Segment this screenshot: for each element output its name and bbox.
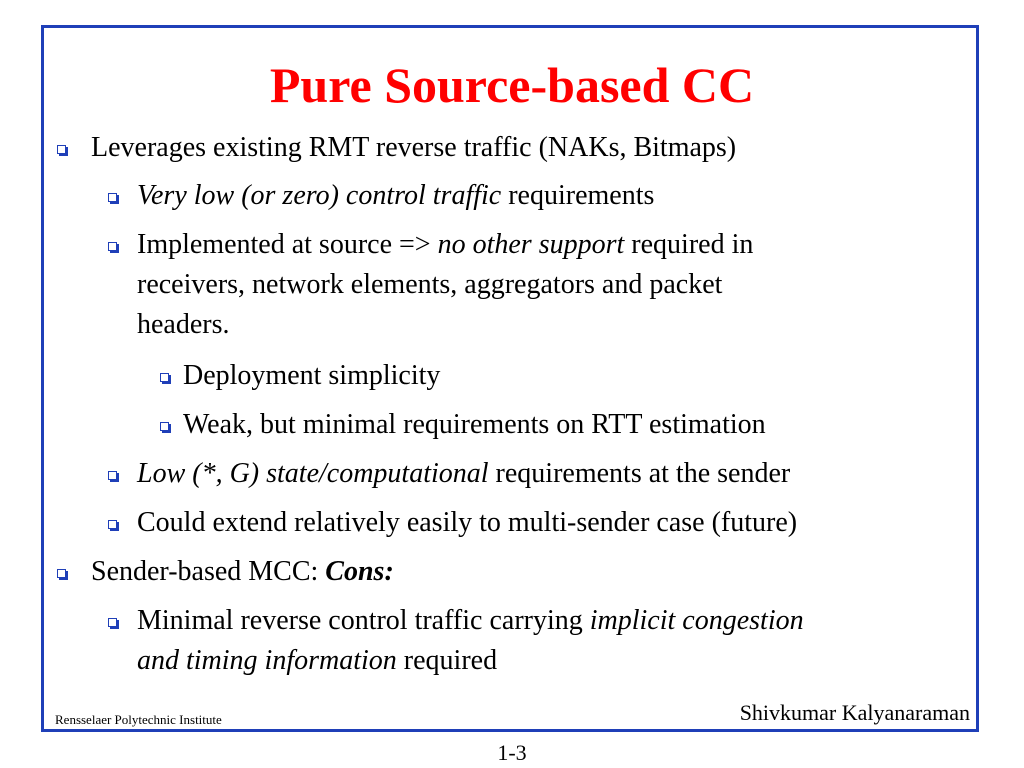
bullet-text: requirements at the sender bbox=[488, 458, 791, 489]
bullet-implemented-at-source-line3 bbox=[137, 305, 230, 345]
hollow-square-bullet-icon bbox=[108, 618, 117, 627]
bullet-implemented-at-source bbox=[137, 225, 753, 265]
hollow-square-bullet-icon bbox=[108, 193, 117, 202]
bullet-text: Implemented at source => bbox=[137, 229, 438, 260]
bullet-text: headers. bbox=[137, 309, 230, 340]
bullet-text-italic: no other support bbox=[437, 229, 625, 260]
bullet-text: Deployment simplicity bbox=[183, 360, 441, 391]
hollow-square-bullet-icon bbox=[160, 373, 169, 382]
hollow-square-bullet-icon bbox=[57, 145, 66, 154]
bullet-low-state-requirements bbox=[137, 454, 790, 494]
bullet-text: Could extend relatively easily to multi-sender case (future) bbox=[137, 507, 798, 538]
bullet-text-italic: Very low (or zero) control traffic bbox=[137, 180, 502, 211]
bullet-text: Sender-based MCC: bbox=[91, 556, 326, 587]
bullet-minimal-reverse-traffic bbox=[137, 601, 804, 641]
page-number: 1-3 bbox=[497, 740, 527, 765]
bullet-text: Leverages existing RMT reverse traffic (NAKs, Bitmaps) bbox=[91, 132, 737, 163]
bullet-text: required in bbox=[624, 229, 754, 260]
bullet-low-control-traffic bbox=[137, 176, 654, 216]
hollow-square-bullet-icon bbox=[108, 471, 117, 480]
bullet-rtt-estimation bbox=[183, 405, 766, 445]
hollow-square-bullet-icon bbox=[108, 242, 117, 251]
bullet-text: required bbox=[396, 645, 498, 676]
footer-institute: Rensselaer Polytechnic Institute bbox=[55, 712, 222, 727]
bullet-text: Minimal reverse control traffic carrying bbox=[137, 605, 590, 636]
bullet-leverages-reverse-traffic bbox=[91, 128, 736, 168]
bullet-text-italic: implicit congestion bbox=[589, 605, 804, 636]
bullet-deployment-simplicity bbox=[183, 356, 440, 396]
hollow-square-bullet-icon bbox=[108, 520, 117, 529]
bullet-minimal-reverse-traffic-line2 bbox=[137, 641, 497, 681]
hollow-square-bullet-icon bbox=[57, 569, 66, 578]
bullet-multi-sender-extension bbox=[137, 503, 797, 543]
bullet-text-bold-italic: Cons: bbox=[325, 556, 394, 587]
bullet-text: Weak, but minimal requirements on RTT estimation bbox=[183, 409, 766, 440]
hollow-square-bullet-icon bbox=[160, 422, 169, 431]
bullet-text-italic: Low (*, G) state/computational bbox=[137, 458, 489, 489]
bullet-text-italic: and timing information bbox=[137, 645, 397, 676]
bullet-text: requirements bbox=[501, 180, 655, 211]
bullet-implemented-at-source-line2 bbox=[137, 265, 722, 305]
bullet-text: receivers, network elements, aggregators and packet bbox=[137, 269, 723, 300]
footer-author: Shivkumar Kalyanaraman bbox=[739, 700, 970, 725]
slide-title: Pure Source-based CC bbox=[269, 57, 755, 113]
bullet-sender-based-cons bbox=[91, 552, 394, 592]
